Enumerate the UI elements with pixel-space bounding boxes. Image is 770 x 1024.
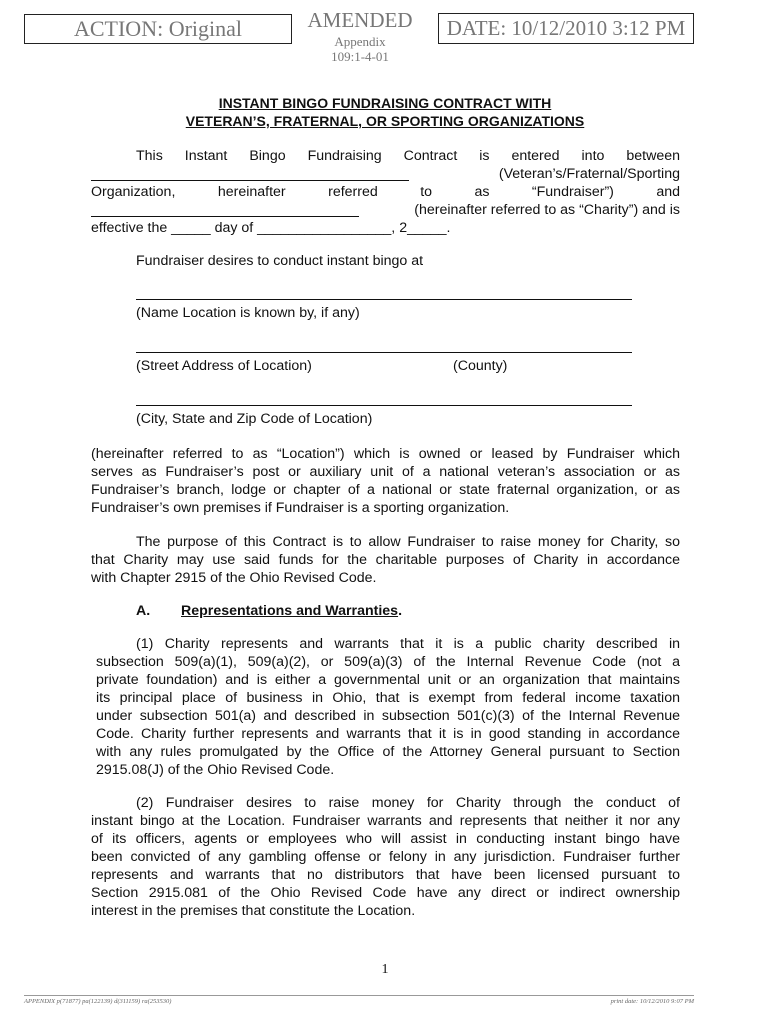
location-para-line-2: serves as Fundraiser’s post or auxiliary unit of a national veteran’s association or as [91,464,680,480]
footer-right: print date: 10/12/2010 9:07 PM [610,998,694,1005]
intro-line-2: (Veteran’s/Fraternal/Sporting [498,166,680,182]
action-label: ACTION: Original [73,16,243,41]
county-label: (County) [453,358,508,374]
action-status-box [24,14,292,44]
para-1-line-1: (1) Charity represents and warrants that it is a public charity described in [136,636,680,652]
para-1-line-4: its principal place of business in Ohio, that is exempt from federal income taxation [96,690,680,706]
location-para-line-3: Fundraiser’s branch, lodge or chapter of a national or state fraternal organization, or as [91,482,680,498]
page-number: 1 [381,962,389,977]
purpose-para-line-3: with Chapter 2915 of the Ohio Revised Code. [91,570,377,586]
purpose-para-line-2: that Charity may use said funds for the charitable purposes of Charity in accordance [91,552,680,568]
charity-name-blank [91,216,359,217]
footer-left: APPENDIX p(71877) pa(122139) d(311159) ra(253530) [24,998,172,1005]
city-state-zip-label: (City, State and Zip Code of Location) [136,411,373,427]
para-1-line-2: subsection 509(a)(1), 509(a)(2), or 509(a)(3) of the Internal Revenue Code (not a [96,654,680,670]
para-2-line-3: of its officers, agents or employees who will assist in conducting instant bingo have [91,831,680,847]
section-a-heading [181,603,402,619]
para-1-line-6: Code. Charity further represents and warrants that it is in good standing in accordance [96,726,680,742]
intro-line-3: Organization, hereinafter referred to as “Fundraiser”) and [91,184,680,200]
intro-line-5: effective the _____ day of _________________, 2_____. [91,220,451,236]
location-name-label: (Name Location is known by, if any) [136,305,360,321]
para-1-line-7: with any rules promulgated by the Office of the Attorney General pursuant to Section [96,744,680,760]
para-1-line-5: under subsection 501(a) and described in subsection 501(c)(3) of the Internal Revenue [96,708,680,724]
location-name-blank [136,299,632,300]
date-label: DATE: 10/12/2010 3:12 PM [446,16,686,40]
document-title-line-2: VETERAN’S, FRATERNAL, OR SPORTING ORGANIZATIONS [185,113,585,129]
para-1-line-8: 2915.08(J) of the Ohio Revised Code. [96,762,335,778]
amended-label: AMENDED [307,8,413,32]
fundraiser-name-blank [91,180,409,181]
street-address-label: (Street Address of Location) [136,358,312,374]
appendix-line-1: Appendix [334,34,386,49]
para-2-line-7: interest in the premises that constitute the Location. [91,903,416,919]
para-2-line-2: instant bingo at the Location. Fundraiser warrants and represents that neither it nor any [91,813,680,829]
location-para-line-1: (hereinafter referred to as “Location”) which is owned or leased by Fundraiser which [91,446,680,462]
date-status-box [438,13,694,44]
section-a-heading-text: Representations and Warranties [181,603,399,619]
section-a-heading-period: . [398,603,403,619]
document-title-line-1: INSTANT BINGO FUNDRAISING CONTRACT WITH [218,95,552,111]
intro-line-4: (hereinafter referred to as “Charity”) and is [414,202,680,218]
para-2-line-4: been convicted of any gambling offense or felony in any jurisdiction. Fundraiser further [91,849,680,865]
para-2-line-5: represents and warrants that no distributors that have been licensed pursuant to [91,867,680,883]
footer-rule [24,995,694,996]
appendix-line-2: 109:1-4-01 [331,49,389,64]
intro-line-1: This Instant Bingo Fundraising Contract is entered into between [136,148,680,164]
section-a-letter: A. [136,603,151,619]
para-1-line-3: private foundation) and is either a governmental unit or an organization that maintains [96,672,680,688]
street-address-blank [136,352,632,353]
para-2-line-1: (2) Fundraiser desires to raise money for Charity through the conduct of [136,795,680,811]
para-2-line-6: Section 2915.081 of the Ohio Revised Code have any direct or indirect ownership [91,885,680,901]
location-lead: Fundraiser desires to conduct instant bingo at [136,253,424,269]
location-para-line-4: Fundraiser’s own premises if Fundraiser is a sporting organization. [91,500,510,516]
city-state-zip-blank [136,405,632,406]
purpose-para-line-1: The purpose of this Contract is to allow Fundraiser to raise money for Charity, so [136,534,680,550]
appendix-reference [290,34,430,64]
